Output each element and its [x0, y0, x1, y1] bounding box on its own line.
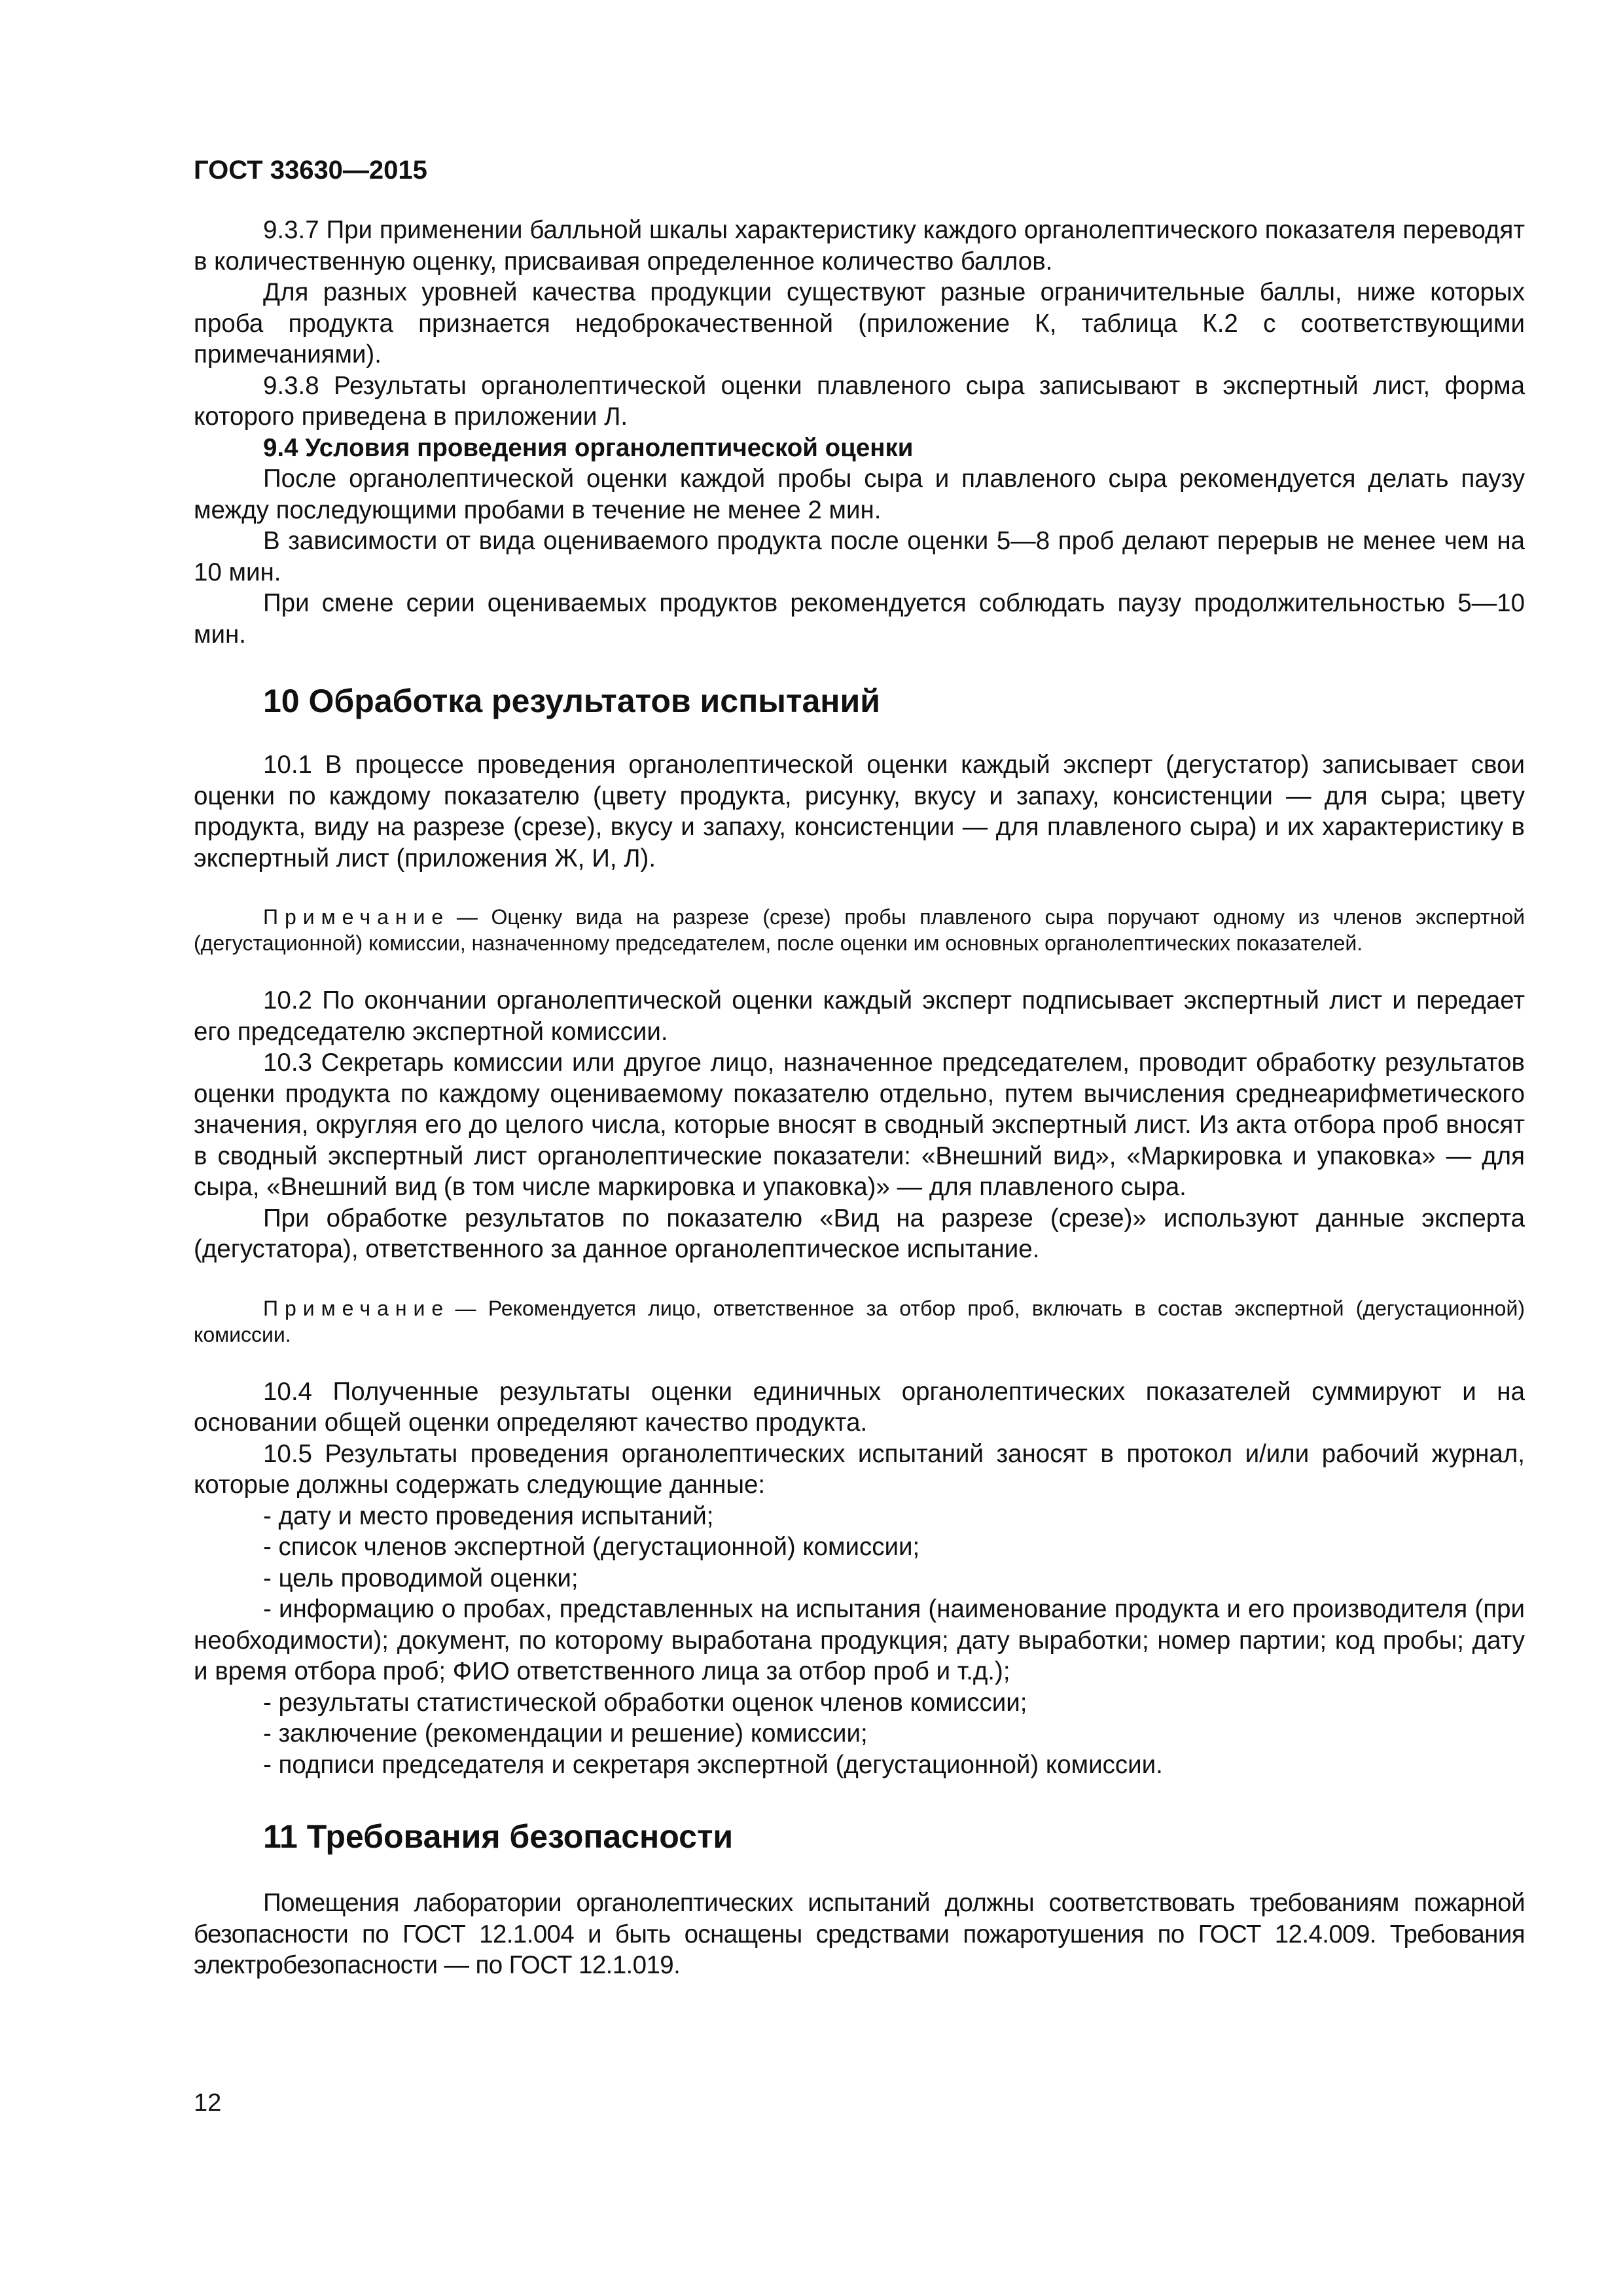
paragraph-9-4-c: При смене серии оцениваемых продуктов рекомендуется соблюдать паузу продолжительностью 5—10 мин. [194, 589, 1525, 649]
page-content [194, 154, 1525, 1981]
list-item: - список членов экспертной (дегустационной) комиссии; [263, 1533, 920, 1561]
paragraph-10-3: 10.3 Секретарь комиссии или другое лицо, назначенное председателем, проводит обработку результатов оценки продукта по каждому оцениваемому показателю отдельно, путем вычисления среднеарифметического значения, округляя его до целого числа, которые вносят в сводный экспертный лист. Из акта отбора проб вносят в сводный экспертный лист органолептические показатели: «Внешний вид», «Маркировка и упаковка» — для сыра, «Внешний вид (в том числе маркировка и упаковка)» — для плавленого сыра. [194, 1049, 1525, 1201]
note-label: Примечани [263, 1296, 432, 1320]
paragraph-9-3-8: 9.3.8 Результаты органолептической оценки плавленого сыра записывают в экспертный лист, форма которого приведена в приложении Л. [194, 371, 1525, 431]
note-1 [194, 904, 1525, 956]
paragraph-10-4: 10.4 Полученные результаты оценки единичных органолептических показателей суммируют и на основании общей оценки определяют качество продукта. [194, 1377, 1525, 1437]
list-item: - подписи председателя и секретаря экспертной (дегустационной) комиссии. [263, 1750, 1163, 1779]
note-label: Примечани [263, 905, 432, 929]
requirements-list [194, 1501, 1525, 1781]
list-item: - информацию о пробах, представленных на испытания (наименование продукта и его производителя (при необходимости); документ, по которому выработана продукция; дату выработки; номер партии; код пробы; дату и время отбора проб; ФИО ответственного лица за отбор проб и т.д.); [194, 1595, 1525, 1685]
paragraph-10-5: 10.5 Результаты проведения органолептических испытаний заносят в протокол и/или рабочий журнал, которые должны содержать следующие данные: [194, 1439, 1525, 1499]
paragraph-11: Помещения лаборатории органолептических испытаний должны соответствовать требованиям пожарной безопасности по ГОСТ 12.1.004 и быть оснащены средствами пожаротушения по ГОСТ 12.4.009. Требования электробезопасности — по ГОСТ 12.1.019. [194, 1889, 1525, 1979]
paragraph-9-3-7: 9.3.7 При применении балльной шкалы характеристику каждого органолептического показателя переводят в количественную оценку, присваивая определенное количество баллов. [194, 216, 1525, 276]
document-code-header: ГОСТ 33630—2015 [194, 156, 427, 185]
paragraph-9-4-b: В зависимости от вида оцениваемого продукта после оценки 5—8 проб делают перерыв не менее чем на 10 мин. [194, 527, 1525, 586]
paragraph-10-1: 10.1 В процессе проведения органолептической оценки каждый эксперт (дегустатор) записывает свои оценки по каждому показателю (цвету продукта, рисунку, вкусу и запаху, консистенции — для сыра; цвету продукта, виду на разрезе (срезе), вкусу и запаху, консистенции — для плавленого сыра) и их характеристику в экспертный лист (приложения Ж, И, Л). [194, 751, 1525, 872]
note-text: — Оценку вида на разрезе (срезе) пробы плавленого сыра поручают одному из членов экспертной (дегустационной) комиссии, назначенному председателем, после оценки им основных органолептических показателей. [194, 905, 1525, 955]
subsection-title-9-4: 9.4 Условия проведения органолептической оценки [263, 433, 914, 462]
paragraph-10-2: 10.2 По окончании органолептической оценки каждый эксперт подписывает экспертный лист и передает его председателю экспертной комиссии. [194, 986, 1525, 1046]
section-title-11: 11 Требования безопасности [263, 1818, 734, 1855]
section-title-10: 10 Обработка результатов испытаний [263, 683, 880, 719]
note-2 [194, 1295, 1525, 1348]
paragraph-10-3-cont: При обработке результатов по показателю «Вид на разрезе (срезе)» используют данные эксперта (дегустатора), ответственного за данное органолептическое испытание. [194, 1204, 1525, 1263]
paragraph-9-3-7-cont: Для разных уровней качества продукции существуют разные ограничительные баллы, ниже которых проба продукта признается недоброкачественной (приложение К, таблица К.2 с соответствующими примечаниями). [194, 278, 1525, 368]
note-label-tail: е [431, 1296, 444, 1320]
list-item: - дату и место проведения испытаний; [263, 1501, 714, 1530]
list-item: - цель проводимой оценки; [263, 1564, 579, 1592]
note-label-tail: е [431, 905, 444, 929]
note-text: — Рекомендуется лицо, ответственное за отбор проб, включать в состав экспертной (дегустационной) комиссии. [194, 1296, 1525, 1346]
list-item: - заключение (рекомендации и решение) комиссии; [263, 1719, 868, 1748]
list-item: - результаты статистической обработки оценок членов комиссии; [263, 1688, 1027, 1717]
paragraph-9-4-a: После органолептической оценки каждой пробы сыра и плавленого сыра рекомендуется делать паузу между последующими пробами в течение не менее 2 мин. [194, 465, 1525, 524]
page-number: 12 [194, 2089, 222, 2117]
